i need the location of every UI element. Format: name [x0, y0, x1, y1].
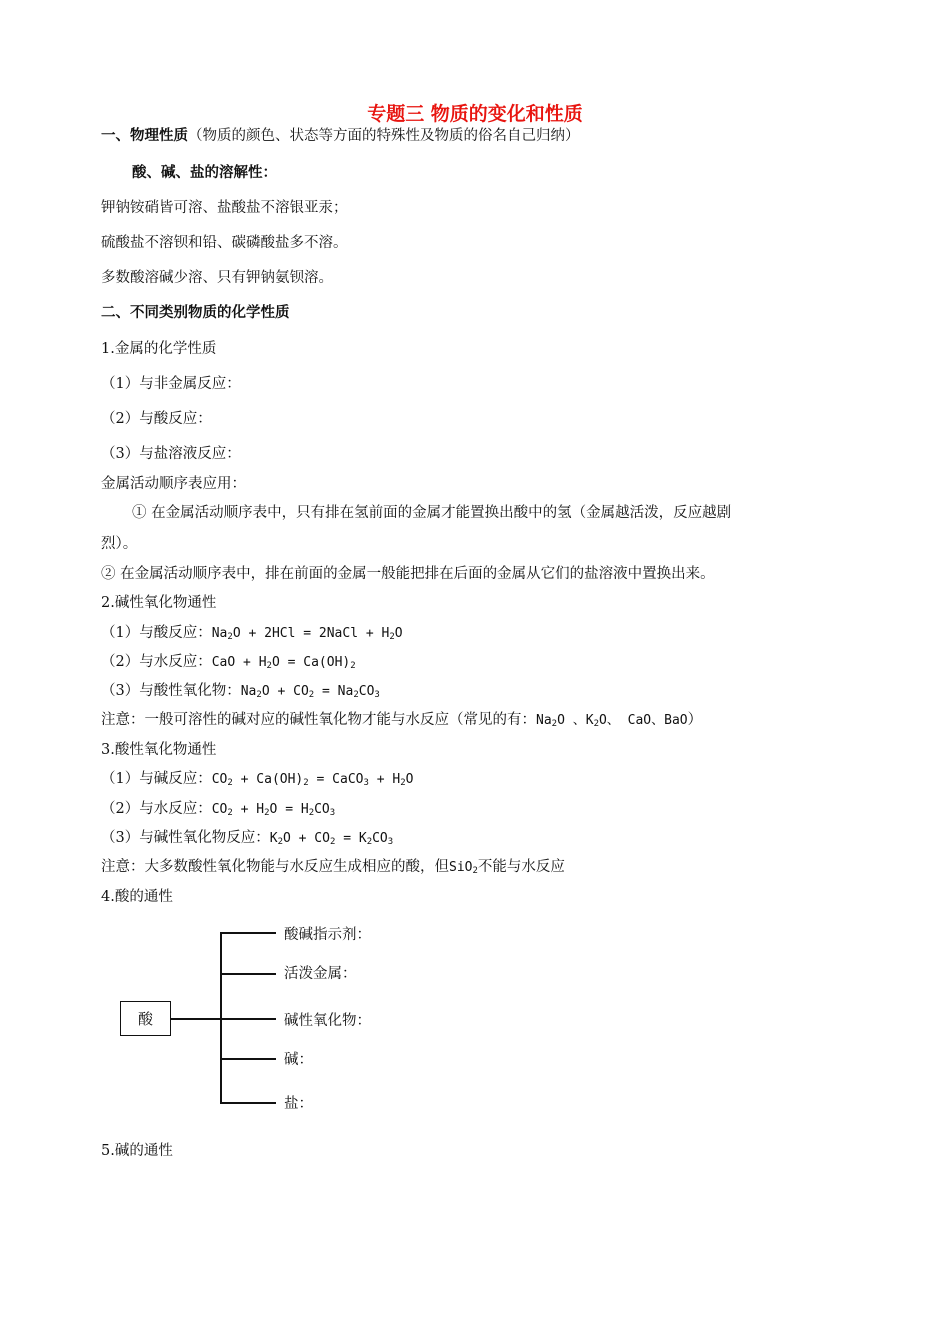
basic-oxide-line-3-label: （3）与酸性氧化物：	[101, 683, 241, 699]
page-title: 专题三 物质的变化和性质	[367, 103, 583, 125]
branch-line	[220, 1058, 276, 1060]
formula: SiO$_2$	[449, 860, 478, 876]
metal-item-2: （2）与酸反应：	[101, 411, 212, 427]
branch-line	[220, 932, 276, 934]
formula: $Na_2O$ 、$K_2O$、 CaO、BaO	[536, 713, 688, 729]
basic-oxide-note-end: ）	[687, 712, 703, 728]
solubility-heading: 酸、碱、盐的溶解性：	[132, 165, 277, 181]
acidic-oxide-line-2	[101, 799, 335, 820]
formula: $CO_2 + Ca(OH)_2$ = CaCO$_3$ + $H_2O$	[211, 772, 414, 788]
acidic-oxide-line-3	[101, 828, 393, 849]
formula: $CO_2 + H_2O = H_2CO_3$	[211, 802, 336, 818]
acid-box-label: 酸	[137, 1010, 153, 1028]
acidic-oxide-line-1-label: （1）与碱反应：	[101, 771, 212, 787]
basic-oxide-heading: 2.碱性氧化物通性	[101, 595, 217, 611]
branch-base: 碱：	[284, 1052, 313, 1068]
metal-item-3: （3）与盐溶液反应：	[101, 446, 241, 462]
activity-rule-1a: ① 在金属活动顺序表中，只有排在氢前面的金属才能置换出酸中的氢（金属越活泼，反应越剧	[132, 505, 732, 521]
metal-item-1: （1）与非金属反应：	[101, 376, 241, 392]
branch-line	[220, 1102, 276, 1104]
basic-oxide-note-text: 注意：一般可溶性的碱对应的碱性氧化物才能与水反应（常见的有：	[101, 712, 536, 728]
acid-heading: 4.酸的通性	[101, 889, 173, 905]
formula: $Na_2O + CO_2 = Na_2CO_3$	[240, 684, 380, 700]
acidic-oxide-heading: 3.酸性氧化物通性	[101, 742, 217, 758]
acidic-oxide-line-2-label: （2）与水反应：	[101, 801, 212, 817]
solubility-line-1: 钾钠铵硝皆可溶、盐酸盐不溶银亚汞；	[101, 200, 348, 216]
formula: CaO + $H_2O = Ca(OH)_2$	[211, 655, 356, 671]
acidic-oxide-line-3-label: （3）与碱性氧化物反应：	[101, 830, 270, 846]
solubility-line-3: 多数酸溶碱少溶、只有钾钠氨钡溶。	[101, 270, 333, 286]
section-physical	[101, 126, 580, 146]
acidic-oxide-note-end: 不能与水反应	[477, 859, 565, 875]
metal-heading: 1.金属的化学性质	[101, 341, 217, 357]
branch-active-metal: 活泼金属：	[284, 966, 357, 982]
basic-oxide-note	[101, 710, 702, 731]
basic-oxide-line-2	[101, 652, 356, 673]
connector-line	[171, 1018, 221, 1020]
solubility-line-2: 硫酸盐不溶钡和铅、碳磷酸盐多不溶。	[101, 235, 348, 251]
basic-oxide-line-3	[101, 681, 380, 702]
basic-oxide-line-1	[101, 623, 403, 644]
section-physical-note: （物质的颜色、状态等方面的特殊性及物质的俗名自己归纳）	[188, 128, 580, 144]
acid-box	[120, 1001, 171, 1036]
formula: $Na_2O + 2HCl$ = 2NaCl + $H_2O$	[211, 626, 403, 642]
branch-basic-oxide: 碱性氧化物：	[284, 1013, 371, 1029]
acidic-oxide-note	[101, 857, 565, 878]
acidic-oxide-note-text: 注意：大多数酸性氧化物能与水反应生成相应的酸，但	[101, 859, 449, 875]
branch-line	[220, 973, 276, 975]
formula: $K_2O + CO_2 = K_2CO_3$	[269, 831, 394, 847]
acid-properties-diagram	[100, 915, 420, 1115]
basic-oxide-line-1-label: （1）与酸反应：	[101, 625, 212, 641]
activity-rule-1b: 烈）。	[101, 536, 138, 552]
base-heading: 5.碱的通性	[101, 1143, 173, 1159]
branch-indicator: 酸碱指示剂：	[284, 927, 371, 943]
section-chemical-heading: 二、不同类别物质的化学性质	[101, 305, 290, 321]
activity-rule-2: ② 在金属活动顺序表中，排在前面的金属一般能把排在后面的金属从它们的盐溶液中置换出来。	[101, 566, 715, 582]
branch-line	[220, 1018, 276, 1020]
section-physical-heading: 一、物理性质	[101, 128, 188, 144]
branch-salt: 盐：	[284, 1096, 313, 1112]
acidic-oxide-line-1	[101, 769, 413, 790]
activity-heading: 金属活动顺序表应用：	[101, 476, 246, 492]
basic-oxide-line-2-label: （2）与水反应：	[101, 654, 212, 670]
